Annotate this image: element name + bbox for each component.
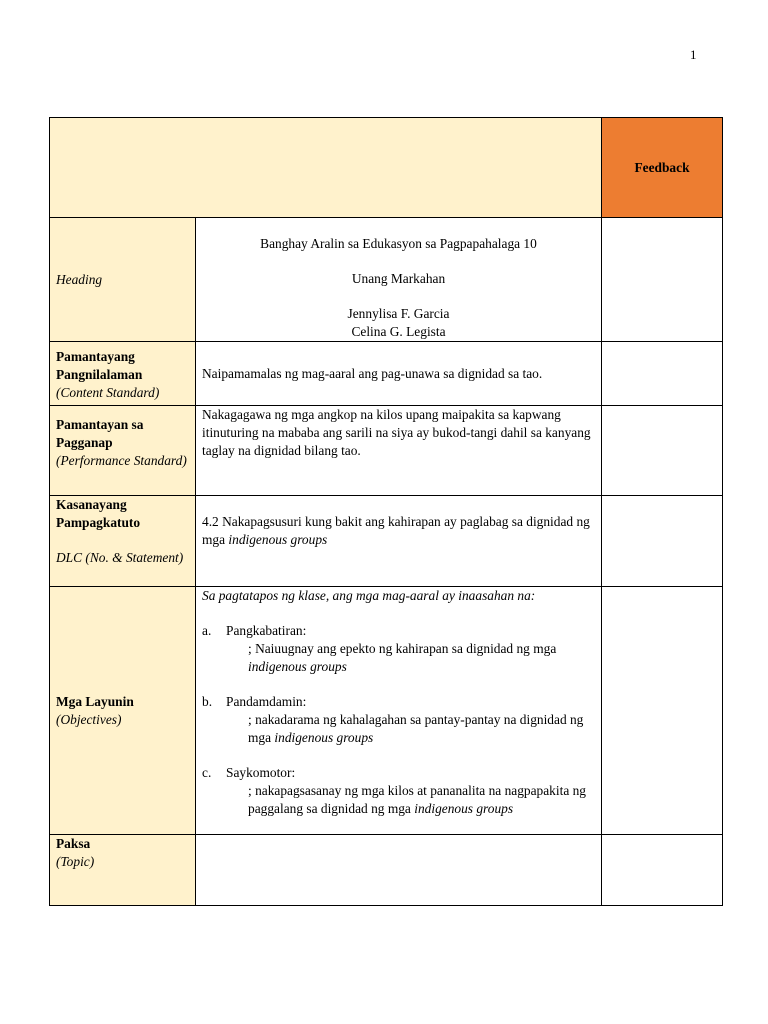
objective-item [202, 622, 595, 676]
header-blank-cell [50, 118, 602, 218]
objective-title: Saykomotor: [226, 765, 296, 780]
topic-feedback-cell [602, 835, 723, 906]
performance-standard-label: Pamantayan sa Pagganap [56, 417, 144, 450]
competency-text-italic: indigenous groups [228, 532, 328, 547]
competency-row [50, 496, 723, 587]
topic-label: Paksa [56, 836, 91, 851]
performance-standard-sublabel: (Performance Standard) [56, 453, 187, 468]
objective-text: ; nakapagsasanay ng mga kilos at pananalita na nagpapakita ng paggalang sa dignidad ng mga [248, 783, 586, 816]
objective-item [202, 693, 595, 747]
competency-text: 4.2 Nakapagsusuri kung bakit ang kahirapan ay paglabag sa dignidad ng mga [202, 514, 590, 547]
competency-feedback-cell [602, 496, 723, 587]
heading-label: Heading [56, 271, 103, 287]
objective-text-italic: indigenous groups [414, 801, 514, 816]
objectives-row [50, 587, 723, 835]
author-1: Jennylisa F. Garcia [347, 306, 450, 321]
topic-row [50, 835, 723, 906]
lesson-title: Banghay Aralin sa Edukasyon sa Pagpapahalaga 10 [260, 236, 537, 251]
competency-sublabel: DLC (No. & Statement) [56, 550, 184, 565]
content-standard-label: Pamantayang Pangnilalaman [56, 349, 143, 382]
content-standard-text: Naipamamalas ng mag-aaral ang pag-unawa sa dignidad sa tao. [196, 342, 602, 406]
lesson-plan-table [49, 117, 723, 906]
objective-letter: b. [202, 694, 213, 709]
performance-standard-text: Nakagagawa ng mga angkop na kilos upang maipakita sa kapwang itinuturing na mababa ang sarili na siya ay bukod-tangi dahil sa kanyang taglay na dignidad bilang tao. [196, 406, 602, 496]
objective-text-italic: indigenous groups [274, 730, 374, 745]
heading-feedback-cell [602, 218, 723, 342]
objective-text-italic: indigenous groups [248, 659, 347, 674]
performance-standard-row [50, 406, 723, 496]
competency-label: Kasanayang Pampagkatuto [56, 497, 141, 530]
page-number: 1 [690, 47, 697, 62]
content-standard-sublabel: (Content Standard) [56, 385, 160, 400]
objective-letter: c. [202, 765, 212, 780]
objective-item [202, 764, 595, 818]
topic-text [196, 835, 602, 906]
content-standard-label-cell [50, 342, 196, 406]
header-row [50, 118, 723, 218]
topic-sublabel: (Topic) [56, 854, 95, 869]
objective-letter: a. [202, 623, 212, 638]
objectives-feedback-cell [602, 587, 723, 835]
objective-text: ; nakadarama ng kahalagahan sa pantay-pantay na dignidad ng mga [248, 712, 584, 745]
performance-standard-feedback-cell [602, 406, 723, 496]
quarter: Unang Markahan [351, 271, 446, 286]
objective-text: ; Naiuugnay ang epekto ng kahirapan sa dignidad ng mga [248, 641, 557, 656]
heading-content-cell [196, 218, 602, 342]
topic-label-cell [50, 835, 196, 906]
objectives-content-cell [196, 587, 602, 835]
objectives-sublabel: (Objectives) [56, 711, 122, 727]
objectives-label-cell [50, 587, 196, 835]
objective-title: Pandamdamin: [226, 694, 307, 709]
competency-text-cell [196, 496, 602, 587]
objectives-label: Mga Layunin [56, 693, 134, 709]
performance-standard-label-cell [50, 406, 196, 496]
objective-title: Pangkabatiran: [226, 623, 307, 638]
feedback-header: Feedback [602, 118, 723, 218]
competency-label-cell [50, 496, 196, 587]
heading-row [50, 218, 723, 342]
content-standard-row [50, 342, 723, 406]
objectives-intro: Sa pagtatapos ng klase, ang mga mag-aaral ay inaasahan na: [202, 588, 536, 603]
content-standard-feedback-cell [602, 342, 723, 406]
author-2: Celina G. Legista [351, 324, 446, 339]
heading-label-cell [50, 218, 196, 342]
